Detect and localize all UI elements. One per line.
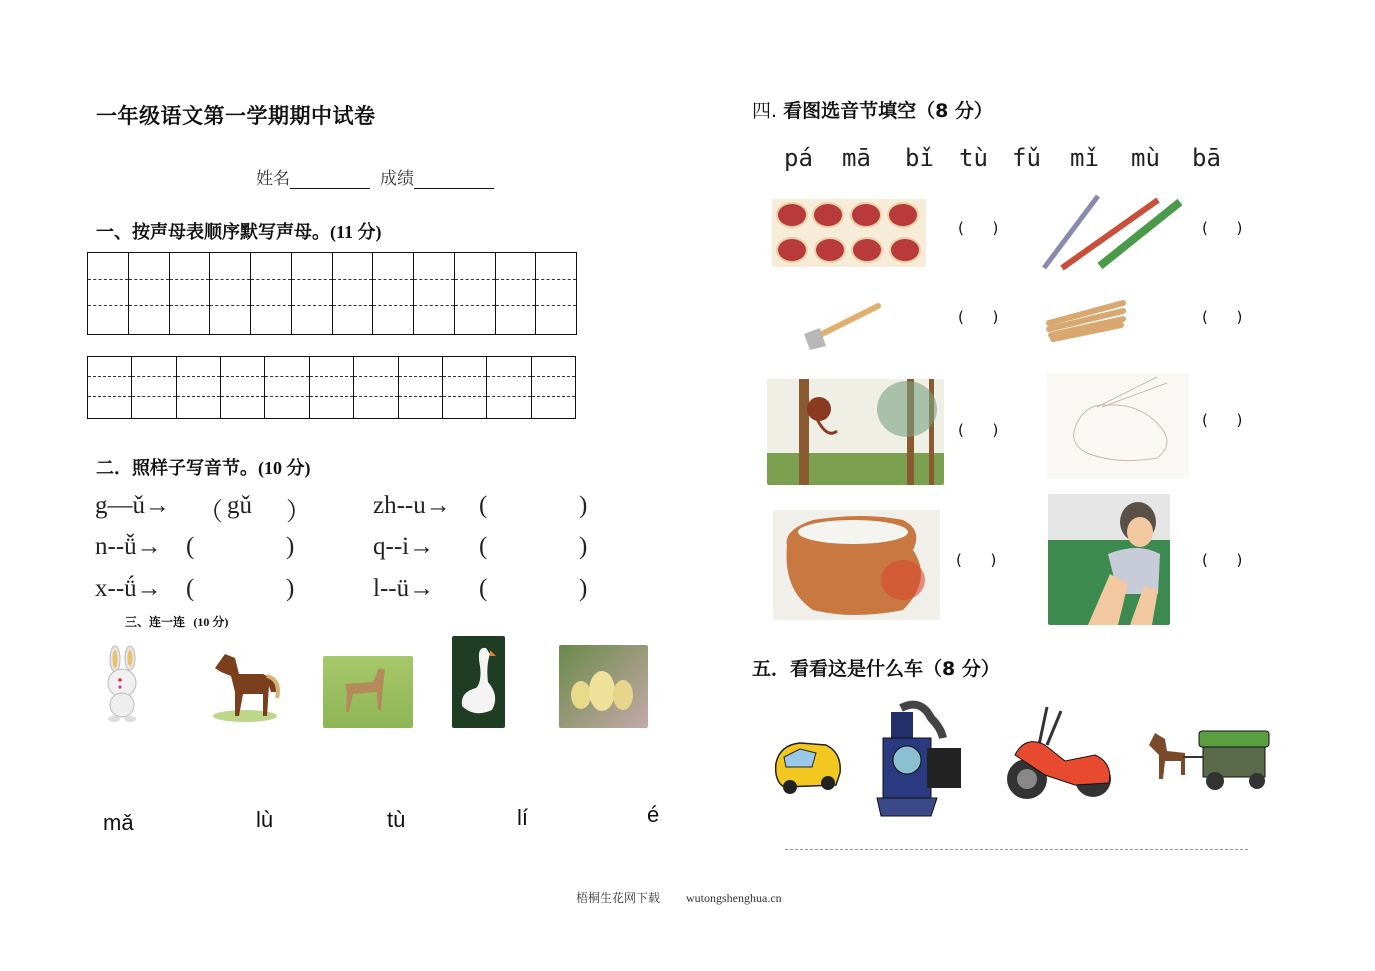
guide-line — [399, 396, 442, 397]
writing-grid-row-2[interactable] — [87, 356, 576, 419]
exercise-4-prompt: q--i→ — [373, 533, 435, 560]
exercise-1-close: ） — [286, 499, 312, 526]
grid-cell[interactable] — [88, 253, 129, 334]
guide-line — [210, 279, 250, 280]
buttons-image — [772, 199, 926, 267]
guide-line — [354, 376, 397, 377]
guide-line — [414, 305, 454, 306]
exercise-5-close: ) — [286, 575, 295, 602]
guide-line — [265, 396, 308, 397]
rice-bag-image — [773, 510, 940, 620]
guide-line — [373, 305, 413, 306]
name-score-line — [256, 164, 504, 189]
axe-image — [800, 298, 882, 353]
exercise-3-open: ( — [186, 533, 195, 560]
grid-cell[interactable] — [129, 253, 170, 334]
syllable-ba: bā — [1192, 144, 1221, 172]
grid-cell[interactable] — [373, 253, 414, 334]
guide-line — [310, 396, 353, 397]
grid-cell[interactable] — [170, 253, 211, 334]
guide-line — [487, 376, 530, 377]
syllable-mu: mù — [1131, 144, 1160, 172]
exercise-1-answer: gǔ — [227, 492, 252, 519]
grid-cell[interactable] — [251, 253, 292, 334]
guide-line — [532, 376, 575, 377]
section1-heading-text: 一、按声母表顺序默写声母。 — [96, 222, 330, 243]
grid-cell[interactable] — [265, 357, 309, 418]
exercise-2-close: ) — [579, 492, 588, 519]
answer-line[interactable] — [785, 849, 1248, 850]
guide-line — [443, 376, 486, 377]
answer-blank-mother[interactable]: ( ) — [1202, 551, 1243, 569]
footer-site-name: 梧桐生花网下载 — [576, 891, 661, 905]
grid-cell[interactable] — [333, 253, 374, 334]
exercise-5-prompt: x--ǘ→ — [95, 575, 162, 602]
rabbit-cartoon-image — [100, 645, 146, 723]
rabbit-running-image — [1047, 373, 1189, 479]
answer-blank-buttons[interactable]: ( ) — [958, 219, 999, 237]
section4-heading-text: 看图选音节填空（8 分） — [783, 100, 993, 122]
guide-line — [496, 279, 536, 280]
exercise-6-prompt: l--ü→ — [373, 575, 435, 602]
exercise-1-open: （ — [198, 499, 224, 526]
syllable-pa: pá — [784, 144, 813, 172]
grid-cell[interactable] — [414, 253, 455, 334]
train-image — [871, 698, 963, 818]
label-ma: mǎ — [103, 810, 134, 835]
section4-number: 四. — [752, 100, 778, 122]
exercise-1-prompt: g—ǔ→ — [95, 492, 170, 519]
guide-line — [88, 396, 131, 397]
answer-blank-monkey[interactable]: ( ) — [958, 421, 999, 439]
exercise-6-answer-blank[interactable] — [493, 575, 573, 601]
guide-line — [132, 376, 175, 377]
grid-cell[interactable] — [88, 357, 132, 418]
wood-sticks-image — [1043, 295, 1129, 343]
grid-cell[interactable] — [455, 253, 496, 334]
answer-blank-axe[interactable]: ( ) — [958, 308, 999, 326]
guide-line — [88, 376, 131, 377]
answer-blank-sticks[interactable]: ( ) — [1202, 308, 1243, 326]
guide-line — [210, 305, 250, 306]
name-field[interactable] — [290, 169, 370, 189]
exercise-3-prompt: n--ǚ→ — [95, 533, 162, 560]
exercise-2-answer-blank[interactable] — [493, 492, 573, 518]
grid-cell[interactable] — [210, 253, 251, 334]
pear-image — [559, 645, 648, 728]
guide-line — [88, 279, 128, 280]
label-tu: tù — [387, 807, 406, 832]
section3-heading-text: 三、连一连 — [125, 615, 186, 629]
guide-line — [129, 279, 169, 280]
horse-cart-image — [1145, 725, 1272, 793]
guide-line — [496, 305, 536, 306]
guide-line — [532, 396, 575, 397]
guide-line — [292, 305, 332, 306]
guide-line — [177, 376, 220, 377]
guide-line — [414, 279, 454, 280]
guide-line — [265, 376, 308, 377]
pens-image — [1040, 192, 1185, 272]
guide-line — [221, 376, 264, 377]
exercise-6-open: ( — [479, 575, 488, 602]
exercise-3-close: ) — [286, 533, 295, 560]
label-lu: lù — [256, 807, 274, 832]
grid-cell[interactable] — [487, 357, 531, 418]
guide-line — [455, 305, 495, 306]
section1-points: (11 分) — [330, 222, 382, 242]
guide-line — [88, 305, 128, 306]
syllable-fu: fǔ — [1012, 144, 1041, 172]
section2-points: (10 分) — [258, 458, 311, 478]
grid-cell[interactable] — [310, 357, 354, 418]
motorcycle-image — [1005, 705, 1115, 803]
guide-line — [170, 279, 210, 280]
guide-line — [487, 396, 530, 397]
answer-blank-rice[interactable]: ( ) — [956, 551, 997, 569]
guide-line — [292, 279, 332, 280]
car-image — [770, 733, 845, 798]
exercise-4-open: ( — [479, 533, 488, 560]
horse-image — [205, 646, 283, 724]
footer-url: wutongshenghua.cn — [686, 891, 782, 905]
guide-line — [536, 305, 576, 306]
grid-cell[interactable] — [399, 357, 443, 418]
grid-cell[interactable] — [221, 357, 265, 418]
deer-image — [323, 656, 413, 728]
score-field[interactable] — [414, 169, 494, 189]
exercise-4-answer-blank[interactable] — [493, 533, 573, 559]
exercise-5-open: ( — [186, 575, 195, 602]
grid-cell[interactable] — [132, 357, 176, 418]
section3-points: (10 分) — [193, 615, 229, 629]
guide-line — [251, 279, 291, 280]
grid-cell[interactable] — [532, 357, 575, 418]
swan-image — [452, 636, 505, 728]
answer-blank-pens[interactable]: ( ) — [1202, 219, 1243, 237]
guide-line — [536, 279, 576, 280]
section4-heading — [752, 96, 993, 123]
answer-blank-rabbit[interactable]: ( ) — [1202, 411, 1243, 429]
grid-cell[interactable] — [443, 357, 487, 418]
guide-line — [132, 396, 175, 397]
guide-line — [443, 396, 486, 397]
guide-line — [399, 376, 442, 377]
guide-line — [251, 305, 291, 306]
grid-cell[interactable] — [496, 253, 537, 334]
mother-image — [1048, 494, 1170, 625]
grid-cell[interactable] — [354, 357, 398, 418]
guide-line — [333, 305, 373, 306]
label-e: é — [647, 802, 660, 827]
syllable-mi: mǐ — [1070, 144, 1099, 172]
syllable-ma: mā — [842, 144, 871, 172]
guide-line — [177, 396, 220, 397]
guide-line — [373, 279, 413, 280]
guide-line — [221, 396, 264, 397]
grid-cell[interactable] — [292, 253, 333, 334]
score-label: 成绩 — [380, 169, 414, 189]
name-label: 姓名 — [256, 169, 290, 189]
guide-line — [310, 376, 353, 377]
guide-line — [354, 396, 397, 397]
exercise-2-prompt: zh--u→ — [373, 492, 451, 519]
guide-line — [170, 305, 210, 306]
section3-heading — [125, 613, 228, 630]
exercise-5-answer-blank[interactable] — [200, 575, 280, 601]
section1-heading — [96, 218, 382, 244]
exercise-2-open: ( — [479, 492, 488, 519]
guide-line — [455, 279, 495, 280]
monkey-tree-image — [767, 379, 944, 485]
guide-line — [129, 305, 169, 306]
section2-heading-text: 二．照样子写音节。 — [96, 458, 258, 479]
label-li: lí — [517, 805, 528, 830]
page-title: 一年级语文第一学期期中试卷 — [96, 104, 376, 128]
writing-grid-row-1[interactable] — [87, 252, 577, 335]
syllable-tu: tù — [959, 144, 988, 172]
grid-cell[interactable] — [177, 357, 221, 418]
section5-heading: 五．看看这是什么车（8 分） — [752, 658, 1000, 680]
syllable-bi: bǐ — [905, 144, 934, 172]
exercise-3-answer-blank[interactable] — [200, 533, 280, 559]
exercise-6-close: ) — [579, 575, 588, 602]
footer — [576, 889, 808, 906]
exercise-4-close: ) — [579, 533, 588, 560]
grid-cell[interactable] — [536, 253, 576, 334]
section2-heading — [96, 454, 311, 480]
guide-line — [333, 279, 373, 280]
